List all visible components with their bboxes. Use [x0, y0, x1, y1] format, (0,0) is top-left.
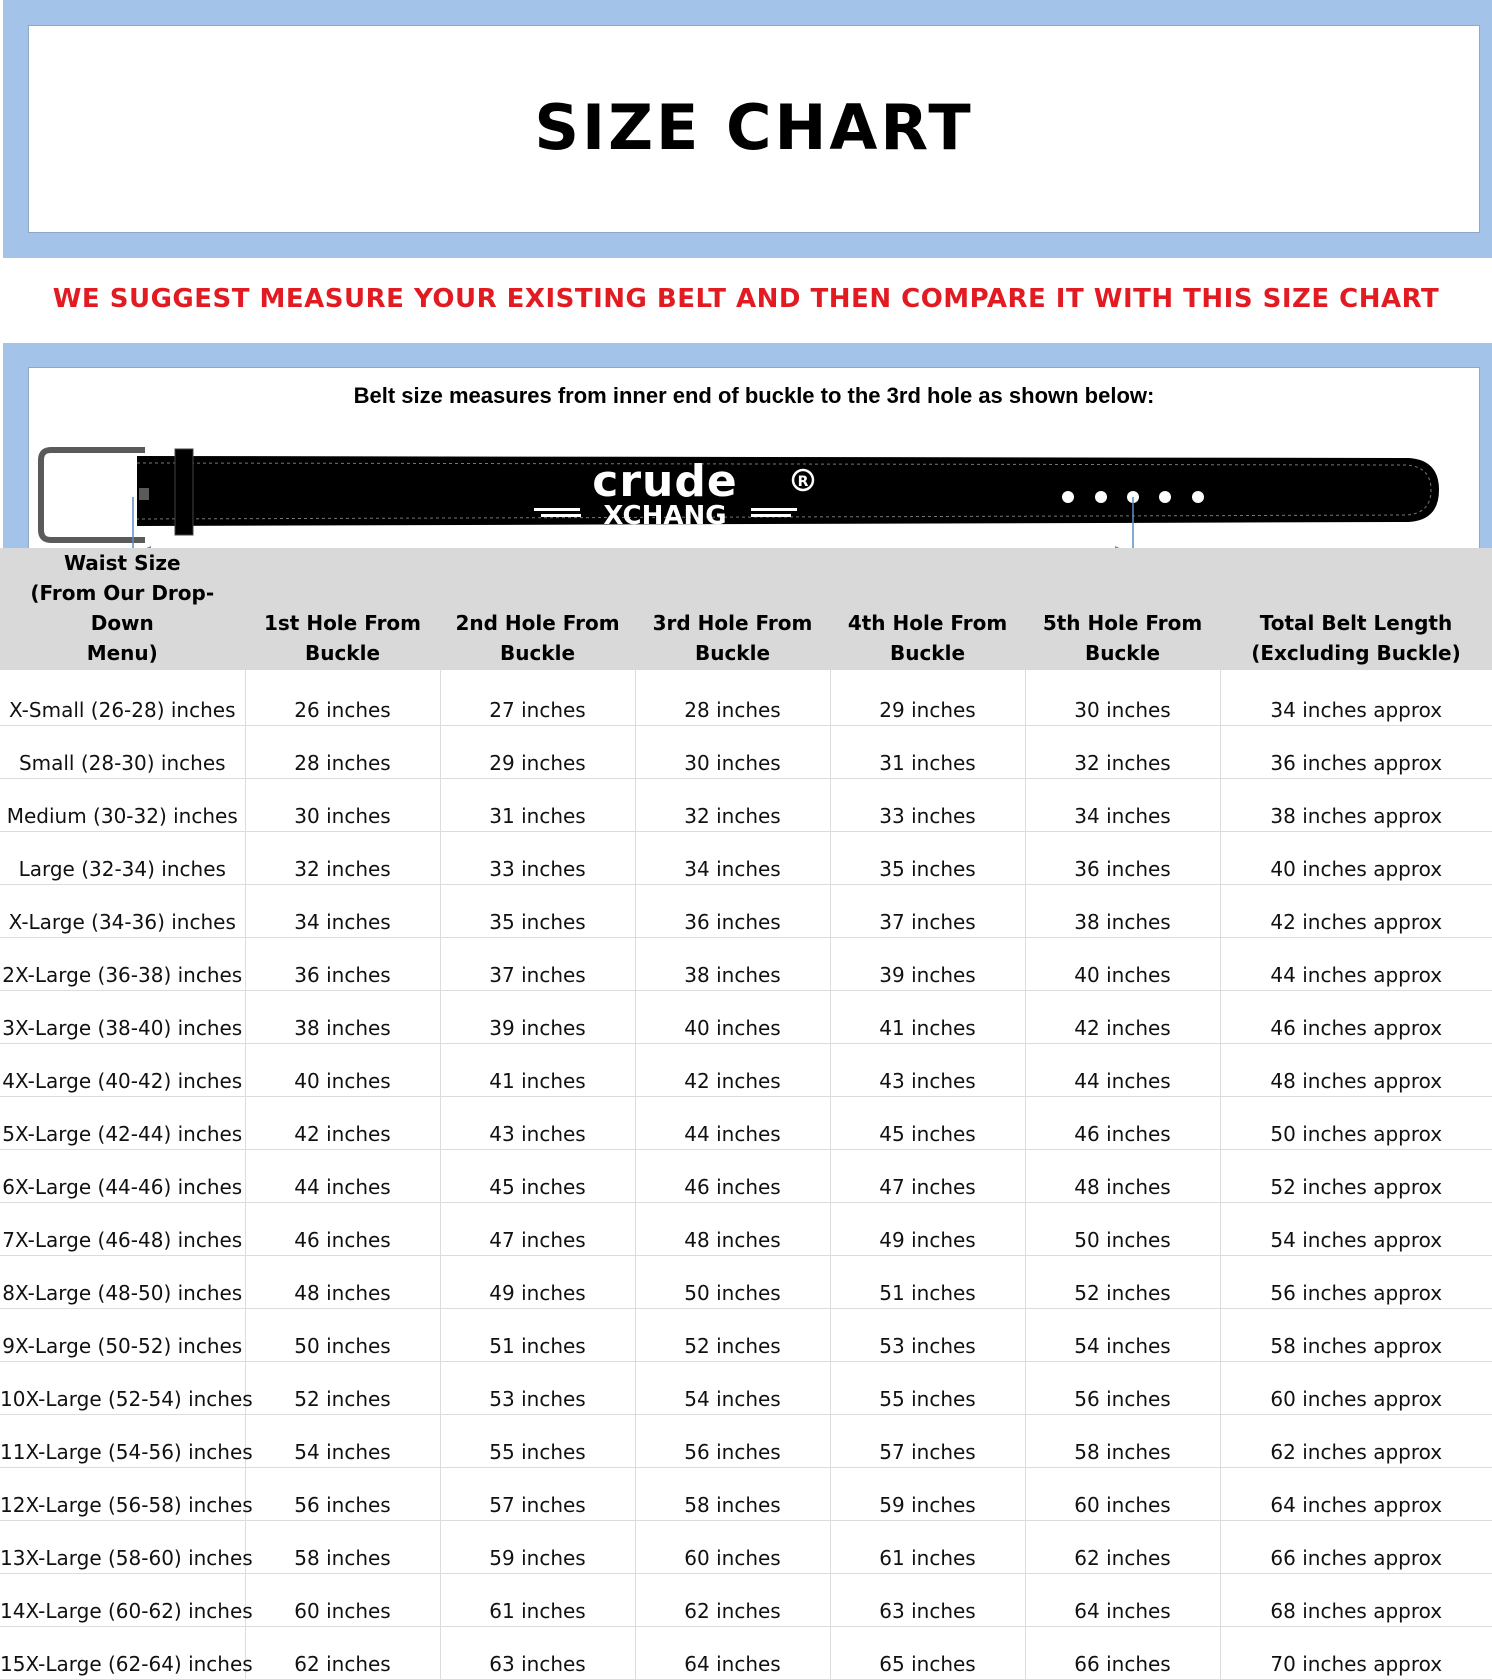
cell-hole-3: 50 inches — [635, 1256, 830, 1309]
header-hole-2: 2nd Hole From Buckle — [440, 548, 635, 670]
cell-waist-size: 8X-Large (48-50) inches — [0, 1256, 245, 1309]
cell-hole-4: 49 inches — [830, 1203, 1025, 1256]
cell-waist-size: 5X-Large (42-44) inches — [0, 1097, 245, 1150]
table-row — [0, 1627, 1492, 1680]
belt-diagram-frame — [3, 343, 1492, 548]
cell-hole-3: 44 inches — [635, 1097, 830, 1150]
cell-hole-1: 52 inches — [245, 1362, 440, 1415]
cell-hole-5: 48 inches — [1025, 1150, 1220, 1203]
cell-hole-2: 59 inches — [440, 1521, 635, 1574]
table-row — [0, 832, 1492, 885]
cell-total-length: 54 inches approx — [1220, 1203, 1492, 1256]
cell-waist-size: 7X-Large (46-48) inches — [0, 1203, 245, 1256]
cell-hole-2: 49 inches — [440, 1256, 635, 1309]
table-header-row — [0, 548, 1492, 670]
belt-hole-5 — [1192, 491, 1204, 503]
table-row — [0, 1309, 1492, 1362]
cell-hole-3: 56 inches — [635, 1415, 830, 1468]
cell-hole-1: 26 inches — [245, 670, 440, 726]
cell-waist-size: 2X-Large (36-38) inches — [0, 938, 245, 991]
header-total-length: Total Belt Length (Excluding Buckle) — [1220, 548, 1492, 670]
cell-hole-5: 34 inches — [1025, 779, 1220, 832]
cell-hole-3: 32 inches — [635, 779, 830, 832]
cell-waist-size: 4X-Large (40-42) inches — [0, 1044, 245, 1097]
cell-hole-5: 52 inches — [1025, 1256, 1220, 1309]
cell-total-length: 40 inches approx — [1220, 832, 1492, 885]
cell-total-length: 44 inches approx — [1220, 938, 1492, 991]
table-row — [0, 938, 1492, 991]
cell-hole-1: 50 inches — [245, 1309, 440, 1362]
cell-hole-3: 28 inches — [635, 670, 830, 726]
cell-hole-3: 30 inches — [635, 726, 830, 779]
cell-hole-5: 64 inches — [1025, 1574, 1220, 1627]
cell-hole-5: 32 inches — [1025, 726, 1220, 779]
cell-hole-4: 37 inches — [830, 885, 1025, 938]
cell-hole-4: 29 inches — [830, 670, 1025, 726]
cell-waist-size: 6X-Large (44-46) inches — [0, 1150, 245, 1203]
header-hole-5: 5th Hole From Buckle — [1025, 548, 1220, 670]
cell-hole-2: 63 inches — [440, 1627, 635, 1680]
cell-hole-4: 63 inches — [830, 1574, 1025, 1627]
cell-hole-1: 38 inches — [245, 991, 440, 1044]
header-hole-3: 3rd Hole From Buckle — [635, 548, 830, 670]
cell-hole-4: 35 inches — [830, 832, 1025, 885]
cell-total-length: 42 inches approx — [1220, 885, 1492, 938]
cell-hole-5: 60 inches — [1025, 1468, 1220, 1521]
cell-hole-5: 40 inches — [1025, 938, 1220, 991]
cell-hole-4: 53 inches — [830, 1309, 1025, 1362]
cell-hole-2: 61 inches — [440, 1574, 635, 1627]
cell-total-length: 64 inches approx — [1220, 1468, 1492, 1521]
cell-hole-5: 58 inches — [1025, 1415, 1220, 1468]
cell-hole-2: 29 inches — [440, 726, 635, 779]
cell-total-length: 70 inches approx — [1220, 1627, 1492, 1680]
cell-total-length: 38 inches approx — [1220, 779, 1492, 832]
cell-hole-2: 37 inches — [440, 938, 635, 991]
table-row — [0, 1362, 1492, 1415]
cell-waist-size: 13X-Large (58-60) inches — [0, 1521, 245, 1574]
cell-hole-1: 42 inches — [245, 1097, 440, 1150]
cell-hole-2: 41 inches — [440, 1044, 635, 1097]
header-hole-4: 4th Hole From Buckle — [830, 548, 1025, 670]
cell-waist-size: 11X-Large (54-56) inches — [0, 1415, 245, 1468]
table-row — [0, 885, 1492, 938]
belt-hole-1 — [1062, 491, 1074, 503]
page-title: SIZE CHART — [534, 90, 974, 164]
cell-hole-1: 48 inches — [245, 1256, 440, 1309]
cell-hole-3: 48 inches — [635, 1203, 830, 1256]
cell-hole-1: 40 inches — [245, 1044, 440, 1097]
cell-hole-1: 56 inches — [245, 1468, 440, 1521]
belt-caption: Belt size measures from inner end of buckle to the 3rd hole as shown below: — [353, 383, 1155, 408]
cell-hole-3: 62 inches — [635, 1574, 830, 1627]
cell-hole-1: 60 inches — [245, 1574, 440, 1627]
cell-total-length: 48 inches approx — [1220, 1044, 1492, 1097]
cell-total-length: 60 inches approx — [1220, 1362, 1492, 1415]
cell-waist-size: X-Large (34-36) inches — [0, 885, 245, 938]
cell-hole-5: 38 inches — [1025, 885, 1220, 938]
cell-hole-5: 30 inches — [1025, 670, 1220, 726]
table-row — [0, 1521, 1492, 1574]
cell-hole-2: 43 inches — [440, 1097, 635, 1150]
cell-waist-size: Medium (30-32) inches — [0, 779, 245, 832]
cell-total-length: 34 inches approx — [1220, 670, 1492, 726]
belt-illustration — [29, 368, 1479, 549]
cell-hole-4: 39 inches — [830, 938, 1025, 991]
cell-hole-1: 32 inches — [245, 832, 440, 885]
svg-text:R: R — [797, 474, 809, 490]
cell-total-length: 66 inches approx — [1220, 1521, 1492, 1574]
header-waist-size: Waist Size (From Our Drop-Down Menu) — [0, 548, 245, 670]
cell-hole-2: 27 inches — [440, 670, 635, 726]
cell-waist-size: 15X-Large (62-64) inches — [0, 1627, 245, 1680]
cell-hole-1: 36 inches — [245, 938, 440, 991]
cell-waist-size: 12X-Large (56-58) inches — [0, 1468, 245, 1521]
cell-hole-2: 33 inches — [440, 832, 635, 885]
table-row — [0, 991, 1492, 1044]
table-row — [0, 670, 1492, 726]
table-row — [0, 1097, 1492, 1150]
cell-hole-2: 51 inches — [440, 1309, 635, 1362]
cell-total-length: 46 inches approx — [1220, 991, 1492, 1044]
belt-diagram — [28, 367, 1480, 549]
cell-hole-3: 64 inches — [635, 1627, 830, 1680]
cell-hole-2: 39 inches — [440, 991, 635, 1044]
cell-hole-1: 30 inches — [245, 779, 440, 832]
cell-hole-5: 42 inches — [1025, 991, 1220, 1044]
cell-hole-1: 62 inches — [245, 1627, 440, 1680]
cell-hole-4: 51 inches — [830, 1256, 1025, 1309]
cell-hole-3: 34 inches — [635, 832, 830, 885]
cell-total-length: 56 inches approx — [1220, 1256, 1492, 1309]
cell-waist-size: 3X-Large (38-40) inches — [0, 991, 245, 1044]
cell-total-length: 50 inches approx — [1220, 1097, 1492, 1150]
cell-hole-2: 31 inches — [440, 779, 635, 832]
cell-hole-3: 60 inches — [635, 1521, 830, 1574]
cell-hole-4: 47 inches — [830, 1150, 1025, 1203]
size-chart-table — [0, 548, 1492, 1680]
table-row — [0, 1574, 1492, 1627]
cell-hole-2: 53 inches — [440, 1362, 635, 1415]
title-box — [28, 25, 1480, 233]
cell-hole-5: 44 inches — [1025, 1044, 1220, 1097]
cell-hole-1: 54 inches — [245, 1415, 440, 1468]
cell-total-length: 58 inches approx — [1220, 1309, 1492, 1362]
table-row — [0, 1044, 1492, 1097]
cell-hole-2: 45 inches — [440, 1150, 635, 1203]
cell-hole-3: 58 inches — [635, 1468, 830, 1521]
cell-hole-5: 56 inches — [1025, 1362, 1220, 1415]
cell-hole-1: 28 inches — [245, 726, 440, 779]
table-row — [0, 1415, 1492, 1468]
cell-waist-size: 14X-Large (60-62) inches — [0, 1574, 245, 1627]
belt-keeper — [175, 449, 193, 535]
cell-total-length: 36 inches approx — [1220, 726, 1492, 779]
cell-hole-5: 62 inches — [1025, 1521, 1220, 1574]
cell-hole-5: 36 inches — [1025, 832, 1220, 885]
cell-total-length: 62 inches approx — [1220, 1415, 1492, 1468]
cell-hole-3: 52 inches — [635, 1309, 830, 1362]
cell-waist-size: Large (32-34) inches — [0, 832, 245, 885]
measurement-notice: WE SUGGEST MEASURE YOUR EXISTING BELT AND THEN COMPARE IT WITH THIS SIZE CHART — [52, 284, 1440, 314]
title-frame — [3, 0, 1492, 258]
header-hole-1: 1st Hole From Buckle — [245, 548, 440, 670]
cell-hole-5: 50 inches — [1025, 1203, 1220, 1256]
table-body — [0, 670, 1492, 1680]
cell-hole-1: 58 inches — [245, 1521, 440, 1574]
cell-hole-4: 59 inches — [830, 1468, 1025, 1521]
cell-hole-3: 46 inches — [635, 1150, 830, 1203]
cell-waist-size: 9X-Large (50-52) inches — [0, 1309, 245, 1362]
cell-hole-2: 47 inches — [440, 1203, 635, 1256]
cell-hole-4: 65 inches — [830, 1627, 1025, 1680]
cell-hole-1: 44 inches — [245, 1150, 440, 1203]
table-row — [0, 779, 1492, 832]
cell-hole-4: 45 inches — [830, 1097, 1025, 1150]
cell-hole-4: 55 inches — [830, 1362, 1025, 1415]
svg-text:crude: crude — [592, 456, 738, 507]
cell-hole-3: 38 inches — [635, 938, 830, 991]
cell-hole-3: 36 inches — [635, 885, 830, 938]
table-row — [0, 1150, 1492, 1203]
cell-hole-2: 35 inches — [440, 885, 635, 938]
cell-hole-1: 46 inches — [245, 1203, 440, 1256]
cell-hole-4: 61 inches — [830, 1521, 1025, 1574]
cell-hole-5: 46 inches — [1025, 1097, 1220, 1150]
cell-total-length: 68 inches approx — [1220, 1574, 1492, 1627]
svg-text:XCHANG: XCHANG — [603, 501, 727, 531]
cell-hole-4: 57 inches — [830, 1415, 1025, 1468]
belt-hole-4 — [1159, 491, 1171, 503]
cell-hole-4: 31 inches — [830, 726, 1025, 779]
cell-hole-4: 41 inches — [830, 991, 1025, 1044]
table-row — [0, 726, 1492, 779]
cell-waist-size: 10X-Large (52-54) inches — [0, 1362, 245, 1415]
cell-hole-3: 40 inches — [635, 991, 830, 1044]
cell-hole-1: 34 inches — [245, 885, 440, 938]
cell-hole-4: 33 inches — [830, 779, 1025, 832]
table-row — [0, 1203, 1492, 1256]
belt-hole-2 — [1095, 491, 1107, 503]
table-row — [0, 1468, 1492, 1521]
cell-hole-2: 55 inches — [440, 1415, 635, 1468]
cell-hole-3: 42 inches — [635, 1044, 830, 1097]
cell-hole-5: 54 inches — [1025, 1309, 1220, 1362]
table-row — [0, 1256, 1492, 1309]
cell-waist-size: X-Small (26-28) inches — [0, 670, 245, 726]
cell-hole-2: 57 inches — [440, 1468, 635, 1521]
cell-hole-5: 66 inches — [1025, 1627, 1220, 1680]
cell-total-length: 52 inches approx — [1220, 1150, 1492, 1203]
cell-hole-4: 43 inches — [830, 1044, 1025, 1097]
cell-hole-3: 54 inches — [635, 1362, 830, 1415]
cell-waist-size: Small (28-30) inches — [0, 726, 245, 779]
